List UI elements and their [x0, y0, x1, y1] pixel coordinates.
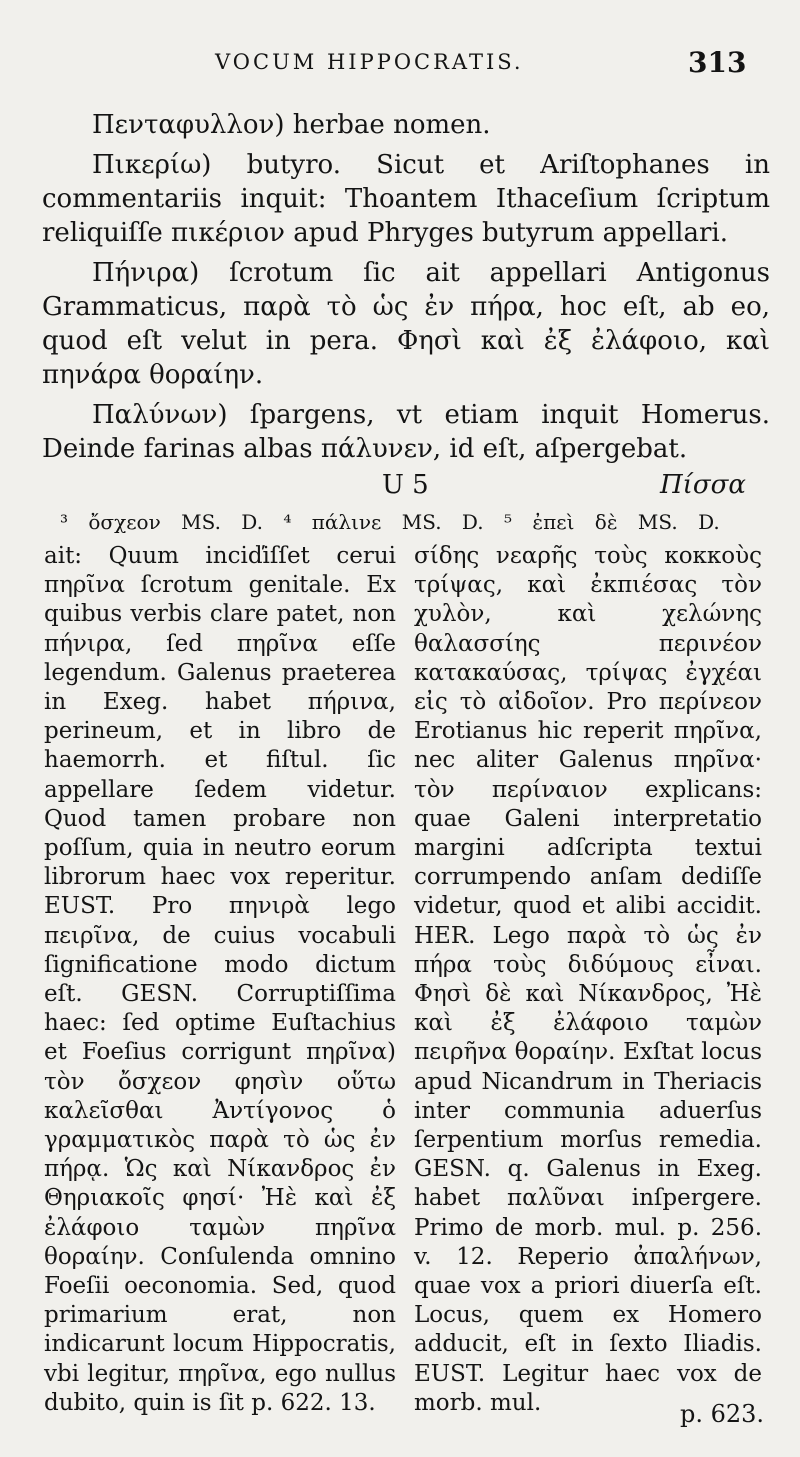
entry-paragraph: Παλύνων) ſpargens, vt etiam inquit Homerus. Deinde farinas albas πάλυνεν, id eſt, aſpergebat. — [42, 400, 770, 464]
signature-line — [0, 470, 800, 506]
entry-paragraph: Πήνιρα) ſcrotum ſic ait appellari Antigonus Grammaticus, παρὰ τὸ ὡς ἐν πήρα, hoc eſt, ab eo, quod eſt velut in pera. Φησὶ καὶ ἐξ ἐλάφοιο, καὶ πηνάρα θοραίην. — [42, 258, 770, 390]
page-reference: p. 623. — [680, 1400, 765, 1428]
left-column — [44, 542, 396, 1418]
footnotes: ³ ὄσχεον MS. D. ⁴ πάλινε MS. D. ⁵ ἐπεὶ δὲ MS. D. — [60, 510, 720, 534]
right-column — [414, 542, 762, 1418]
entry-paragraph: Πενταφυλλον) herbae nomen. — [92, 110, 491, 140]
column-text: ait: Quum inciďiſſet cerui πηρῖνα ſcrotum genitale. Ex quibus verbis clare patet, non πήνιρα, ſed πηρῖνα eſſe legendum. Galenus praeterea in Exeg. habet πήρινα, perineum, et in libro de haemorrh. et fiſtul. ſic appellare ſedem videtur. Quod tamen probare non poſſum, quia in neutro eorum librorum haec vox reperitur. EUST. Pro πηνιρὰ lego πειρῖνα, de cuius vocabuli ſignificatione modo dictum eſt. GESN. Corruptiſſima haec: ſed optime Euſtachius et Foeſius corrigunt πηρῖνα) τὸν ὄσχεον φησὶν οὕτω καλεῖσθαι Ἀντίγονος ὁ γραμματικὸς παρὰ τὸ ὡς ἐν πήρᾳ. Ὡς καὶ Νίκανδρος ἐν Θηριακοῖς φησί· Ἠὲ καὶ ἐξ ἐλάφοιο ταμὼν πηρῖνα θοραίην. Conſulenda omnino Foeſii oeconomia. Sed, quod primarium erat, non indicarunt locum Hippocratis, vbi legitur, πηρῖνα, ego nullus dubito, quin is ſit p. 622. 13. — [44, 543, 396, 1416]
top-entries — [42, 108, 770, 472]
signature-mark: U 5 — [382, 470, 429, 500]
page-number: 313 — [688, 46, 747, 79]
catchword: Πίσσα — [660, 470, 746, 500]
entry-paragraph: Πικερίω) butyro. Sicut et Ariſtophanes in commentariis inquit: Thoantem Ithaceſium ſcriptum reliquiſſe πικέριον apud Phryges butyrum appellari. — [42, 150, 770, 248]
running-title: VOCUM HIPPOCRATIS. — [215, 50, 524, 74]
column-text: σίδης νεαρῆς τοὺς κοκκοὺς τρίψας, καὶ ἐκπιέσας τὸν χυλὸν, καὶ χελώνης θαλασσίης περινέον κατακαύσας, τρίψας ἐγχέαι εἰς τὸ αἰδοῖον. Pro περίνεον Erotianus hic reperit πηρῖνα, nec aliter Galenus πηρῖνα· τὸν περίναιον explicans: quae Galeni interpretatio margini adſcripta textui corrumpendo anſam dediſſe videtur, quod et alibi accidit. HER. Lego παρὰ τὸ ὡς ἐν πήρα τοὺς διδύμους εἶναι. Φησὶ δὲ καὶ Νίκανδρος, Ἠὲ καὶ ἐξ ἐλάφοιο ταμὼν πειρῆνα θοραίην. Exſtat locus apud Nicandrum in Theriacis inter communia aduerſus ſerpentium morſus remedia. GESN. q. Galenus in Exeg. habet παλῦναι inſpergere. Primo de morb. mul. p. 256. v. 12. Reperio ἀπαλήνων, quae vox a priori diuerſa eſt. Locus, quem ex Homero adducit, eſt in ſexto Iliadis. EUST. Legitur haec vox de morb. mul. — [414, 543, 762, 1416]
page-header — [0, 46, 800, 86]
